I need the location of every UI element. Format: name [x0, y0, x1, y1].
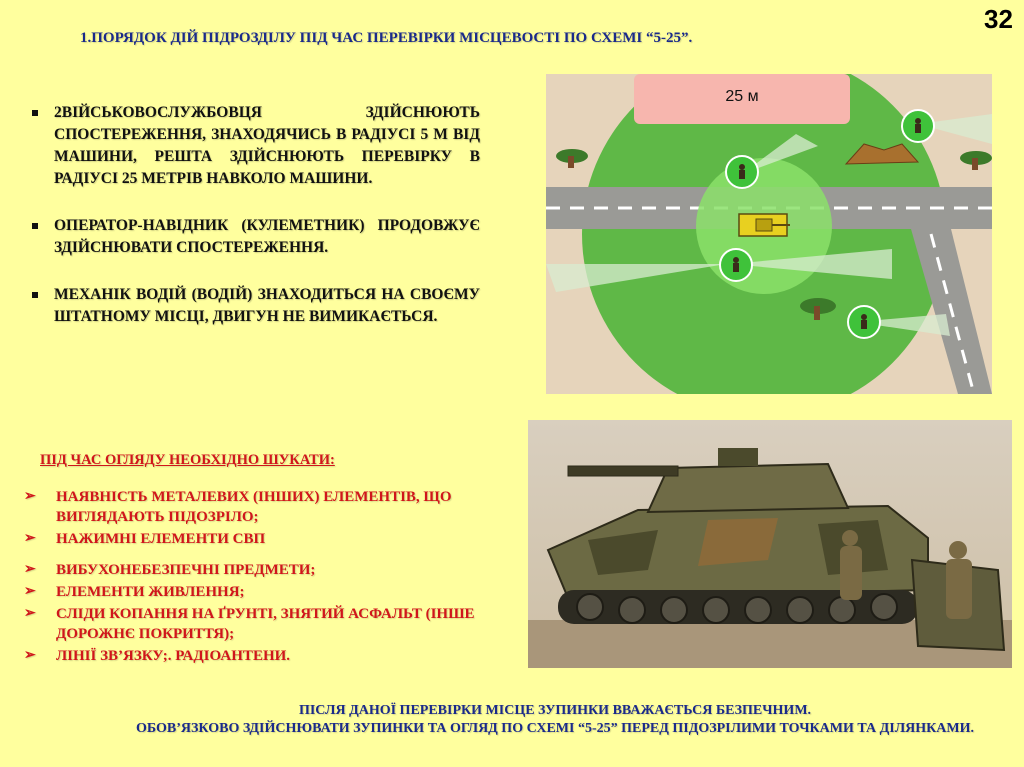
vehicle-icon	[739, 214, 790, 236]
search-item	[24, 488, 524, 528]
slide-number: 32	[984, 4, 1013, 34]
search-item	[24, 530, 524, 550]
soldier-icon	[726, 156, 758, 188]
armored-vehicle-photo	[528, 420, 1012, 668]
footer-note	[100, 702, 1010, 738]
soldier-icon	[720, 249, 752, 281]
bullet-item	[30, 284, 480, 328]
arrow-bullet-icon: ➢	[24, 562, 36, 578]
bullet-text: ОПЕРАТОР-НАВІДНИК (КУЛЕМЕТНИК) ПРОДОВЖУЄ ЗДІЙСНЮВАТИ СПОСТЕРЕЖЕННЯ.	[54, 217, 480, 256]
arrow-bullet-icon: ➢	[24, 489, 36, 504]
photo-svg	[528, 420, 1012, 668]
scheme-5-25-diagram	[546, 74, 992, 394]
bullet-item	[30, 102, 480, 190]
search-item-text: НАЖИМНІ ЕЛЕМЕНТИ СВП	[56, 530, 266, 547]
slide-title: 1.ПОРЯДОК ДІЙ ПІДРОЗДІЛУ ПІД ЧАС ПЕРЕВІРКИ МІСЦЕВОСТІ ПО СХЕМІ “5-25”.	[80, 30, 693, 46]
search-item-text: СЛІДИ КОПАННЯ НА ҐРУНТІ, ЗНЯТИЙ АСФАЛЬТ (ІНШЕ ДОРОЖНЄ ПОКРИТТЯ);	[56, 605, 475, 642]
soldier-icon	[902, 110, 934, 142]
search-item-text: НАЯВНІСТЬ МЕТАЛЕВИХ (ІНШИХ) ЕЛЕМЕНТІВ, ЩО ВИГЛЯДАЮТЬ ПІДОЗРІЛО;	[56, 489, 452, 525]
arrow-bullet-icon: ➢	[24, 584, 36, 600]
search-item	[24, 647, 524, 667]
bullet-item	[30, 215, 480, 259]
square-bullet-icon	[32, 292, 38, 298]
search-item	[24, 605, 524, 645]
scheme-diagram-svg	[546, 74, 992, 394]
arrow-bullet-icon: ➢	[24, 647, 36, 663]
bullet-text: МЕХАНІК ВОДІЙ (ВОДІЙ) ЗНАХОДИТЬСЯ НА СВОЄМУ ШТАТНОМУ МІСЦІ, ДВИГУН НЕ ВИМИКАЄТЬСЯ.	[54, 286, 480, 325]
radius-label-text: 25 м	[725, 88, 759, 105]
soldier-icon	[848, 306, 880, 338]
search-heading: ПІД ЧАС ОГЛЯДУ НЕОБХІДНО ШУКАТИ:	[40, 452, 335, 468]
arrow-bullet-icon: ➢	[24, 530, 36, 546]
procedure-bullets	[30, 102, 480, 353]
square-bullet-icon	[32, 223, 38, 229]
footer-line-1: ПІСЛЯ ДАНОЇ ПЕРЕВІРКИ МІСЦЕ ЗУПИНКИ ВВАЖАЄТЬСЯ БЕЗПЕЧНИМ.	[298, 703, 812, 718]
arrow-bullet-icon: ➢	[24, 605, 36, 621]
square-bullet-icon	[32, 110, 38, 116]
search-items-list	[24, 488, 524, 668]
search-item-text: ЛІНІЇ ЗВ’ЯЗКУ;. РАДІОАНТЕНИ.	[56, 647, 291, 664]
footer-line-2: ОБОВ’ЯЗКОВО ЗДІЙСНЮВАТИ ЗУПИНКИ ТА ОГЛЯД ПО СХЕМІ “5-25” ПЕРЕД ПІДОЗРІЛИМИ ТОЧКАМИ ТА ДІЛЯНКАМИ.	[135, 721, 974, 737]
search-item	[24, 583, 524, 603]
search-item	[24, 561, 524, 581]
search-item-text: ВИБУХОНЕБЕЗПЕЧНІ ПРЕДМЕТИ;	[56, 562, 316, 579]
search-item-text: ЕЛЕМЕНТИ ЖИВЛЕННЯ;	[56, 584, 245, 601]
bullet-text: 2ВІЙСЬКОВОСЛУЖБОВЦЯ ЗДІЙСНЮЮТЬ СПОСТЕРЕЖЕННЯ, ЗНАХОДЯЧИСЬ В РАДІУСІ 5 М ВІД МАШИНИ, РЕШТА ЗДІЙСНЮЮТЬ ПЕРЕВІРКУ В РАДІУСІ 25 МЕТРІВ НАВКОЛО МАШИНИ.	[54, 104, 480, 187]
